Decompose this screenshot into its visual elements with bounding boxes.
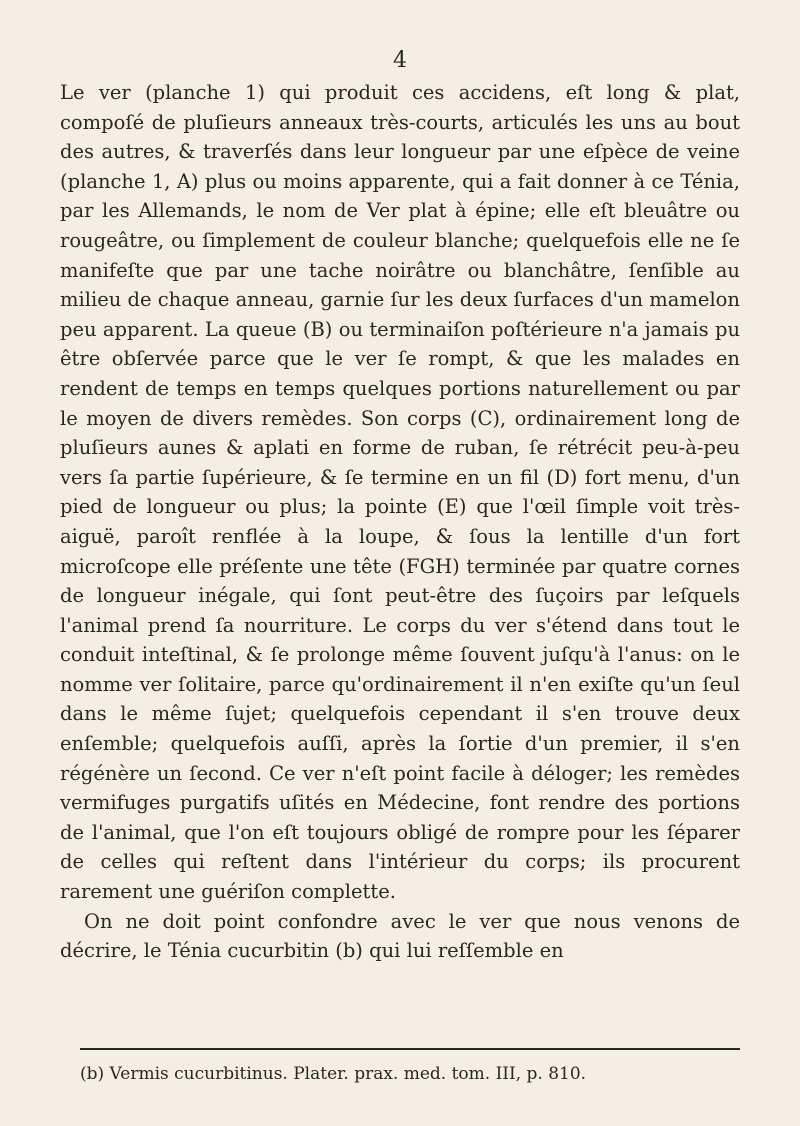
- paragraph-2: On ne doit point confondre avec le ver que nous venons de décrire, le Ténia cucurbitin (b) qui lui reſſemble en: [60, 909, 740, 963]
- footnote-rule: [80, 1048, 740, 1050]
- main-text: [60, 78, 740, 966]
- paragraph-1: Le ver (planche 1) qui produit ces accidens, eſt long & plat, compoſé de pluſieurs anneaux très-courts, articulés les uns au bout des autres, & traverſés dans leur longueur par une eſpèce de veine (planche 1, A) plus ou moins apparente, qui a fait donner à ce Ténia, par les Allemands, le nom de Ver plat à épine; elle eſt bleuâtre ou rougeâtre, ou ſimplement de couleur blanche; quelquefois elle ne ſe manifeſte que par une tache noirâtre ou blanchâtre, ſenſible au milieu de chaque anneau, garnie ſur les deux ſurfaces d'un mamelon peu apparent. La queue (B) ou terminaiſon poſtérieure n'a jamais pu être obſervée parce que le ver ſe rompt, & que les malades en rendent de temps en temps quelques portions naturellement ou par le moyen de divers remèdes. Son corps (C), ordinairement long de pluſieurs aunes & aplati en forme de ruban, ſe rétrécit peu-à-peu vers ſa partie ſupérieure, & ſe termine en un fil (D) fort menu, d'un pied de longueur ou plus; la pointe (E) que l'œil ſimple voit très-aiguë, paroît renflée à la loupe, & ſous la lentille d'un fort microſcope elle préſente une tête (FGH) terminée par quatre cornes de longueur inégale, qui ſont peut-être des ſuçoirs par leſquels l'animal prend ſa nourriture. Le corps du ver s'étend dans tout le conduit inteſtinal, & ſe prolonge même ſouvent juſqu'à l'anus: on le nomme ver ſolitaire, parce qu'ordinairement il n'en exiſte qu'un ſeul dans le même ſujet; quelquefois cependant il s'en trouve deux enſemble; quelquefois auſſi, après la ſortie d'un premier, il s'en régénère un ſecond. Ce ver n'eſt point facile à déloger; les remèdes vermifuges purgatifs uſités en Médecine, font rendre des portions de l'animal, que l'on eſt toujours obligé de rompre pour les ſéparer de celles qui reſtent dans l'intérieur du corps; ils procurent rarement une guériſon complette.: [60, 81, 740, 904]
- footnote: (b) Vermis cucurbitinus. Plater. prax. med. tom. III, p. 810.: [80, 1064, 587, 1084]
- page-number: 4: [393, 48, 407, 73]
